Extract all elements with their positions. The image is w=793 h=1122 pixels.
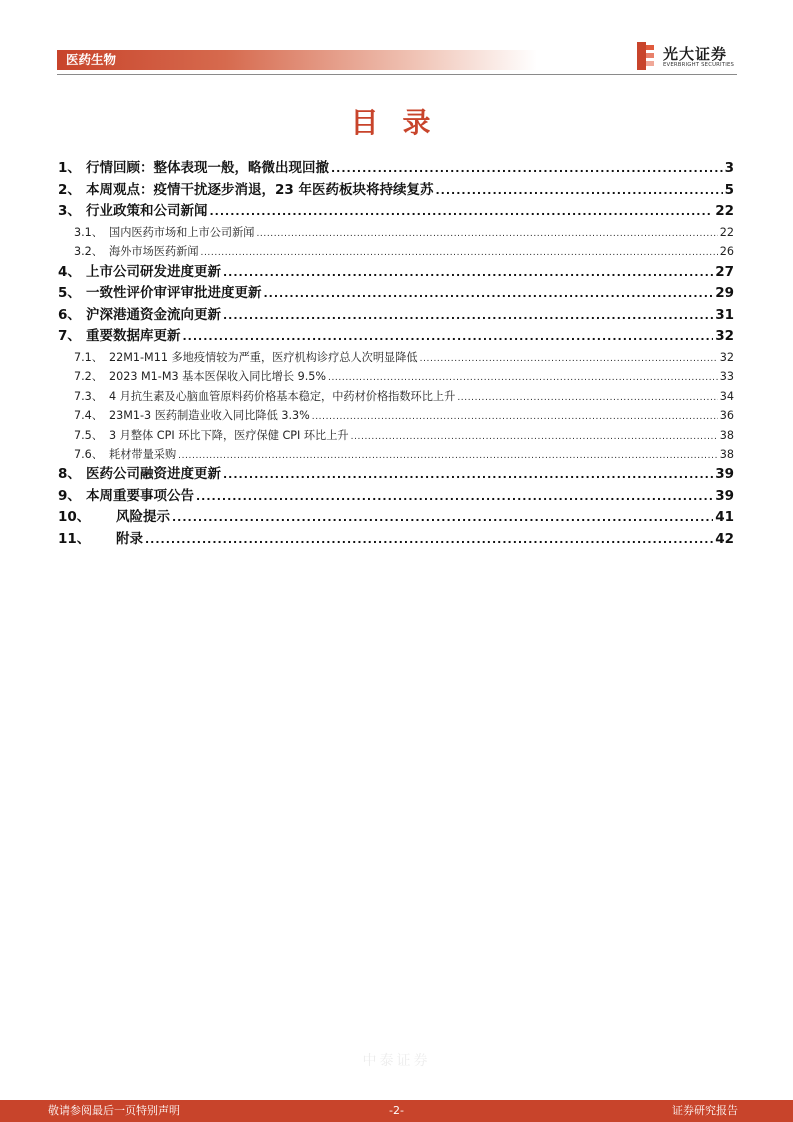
toc-entry-title[interactable]: 沪深港通资金流向更新 bbox=[86, 306, 221, 323]
footer-report-type: 证券研究报告 bbox=[672, 1104, 738, 1117]
toc-entry-title[interactable]: 23M1-3 医药制造业收入同比降低 3.3% bbox=[109, 409, 310, 423]
toc-entry[interactable] bbox=[58, 180, 734, 202]
toc-entry-page[interactable]: 42 bbox=[715, 531, 734, 548]
toc-entry-number: 7.2、 bbox=[74, 370, 103, 384]
toc-entry-title[interactable]: 海外市场医药新闻 bbox=[109, 245, 199, 259]
logo-name-en: EVERBRIGHT SECURITIES bbox=[663, 62, 735, 68]
toc-entry-title[interactable]: 一致性评价审评审批进度更新 bbox=[86, 285, 262, 302]
toc-entry-title[interactable]: 上市公司研发进度更新 bbox=[86, 263, 221, 280]
toc-entry[interactable] bbox=[58, 387, 734, 406]
toc-entry[interactable] bbox=[58, 464, 734, 486]
toc-dot-leader bbox=[196, 486, 713, 508]
toc-entry-number: 6、 bbox=[58, 306, 81, 323]
toc-dot-leader bbox=[223, 305, 713, 327]
toc-entry-title[interactable]: 本周观点：疫情干扰逐步消退，23 年医药板块将持续复苏 bbox=[86, 181, 434, 198]
toc-entry-number: 7.3、 bbox=[74, 389, 103, 403]
toc-entry-number: 3.2、 bbox=[74, 245, 103, 259]
toc-entry[interactable] bbox=[58, 426, 734, 445]
toc-entry-number: 1、 bbox=[58, 160, 81, 176]
watermark: 中泰证券 bbox=[362, 1053, 431, 1069]
toc-entry-title[interactable]: 耗材带量采购 bbox=[109, 447, 177, 461]
toc-entry-number: 7.6、 bbox=[74, 447, 103, 461]
toc-entry-page[interactable]: 33 bbox=[719, 370, 734, 384]
toc-dot-leader bbox=[172, 507, 713, 529]
toc-dot-leader bbox=[210, 201, 714, 223]
toc-entry[interactable] bbox=[58, 326, 734, 348]
everbright-logo-icon bbox=[635, 42, 657, 70]
toc-entry-number: 7.5、 bbox=[74, 428, 103, 442]
toc-entry-page[interactable]: 39 bbox=[715, 466, 734, 483]
toc-entry-page[interactable]: 27 bbox=[715, 263, 734, 280]
toc-entry-page[interactable]: 38 bbox=[719, 447, 734, 461]
toc-dot-leader bbox=[145, 529, 713, 551]
toc-entry-title[interactable]: 医药公司融资进度更新 bbox=[86, 466, 221, 483]
toc-entry[interactable] bbox=[58, 486, 734, 508]
toc-dot-leader bbox=[264, 283, 714, 305]
toc-entry-title[interactable]: 国内医药市场和上市公司新闻 bbox=[109, 225, 255, 239]
toc-entry-title[interactable]: 行业政策和公司新闻 bbox=[86, 203, 208, 220]
toc-entry[interactable] bbox=[58, 158, 734, 180]
toc-entry-title[interactable]: 重要数据库更新 bbox=[86, 328, 181, 345]
toc-entry-page[interactable]: 41 bbox=[715, 509, 734, 526]
toc-entry-title[interactable]: 3 月整体 CPI 环比下降，医疗保健 CPI 环比上升 bbox=[109, 428, 349, 442]
toc-dot-leader bbox=[223, 262, 713, 284]
toc-entry[interactable] bbox=[58, 406, 734, 425]
table-of-contents bbox=[58, 158, 734, 551]
toc-dot-leader bbox=[436, 180, 723, 202]
toc-entry[interactable] bbox=[58, 507, 734, 529]
toc-entry-title[interactable]: 行情回顾：整体表现一般，略微出现回撤 bbox=[86, 160, 329, 176]
logo-name-cn: 光大证券 bbox=[663, 45, 728, 63]
toc-entry-page[interactable]: 31 bbox=[715, 306, 734, 323]
toc-entry-page[interactable]: 38 bbox=[719, 428, 734, 442]
toc-entry-number: 10、 bbox=[58, 509, 91, 526]
toc-entry-title[interactable]: 附录 bbox=[116, 531, 143, 548]
toc-entry-page[interactable]: 3 bbox=[724, 160, 734, 176]
toc-entry-page[interactable]: 32 bbox=[715, 328, 734, 345]
toc-dot-leader bbox=[223, 464, 713, 486]
toc-entry-page[interactable]: 26 bbox=[719, 245, 734, 259]
toc-entry[interactable] bbox=[58, 223, 734, 242]
toc-entry-number: 7.4、 bbox=[74, 409, 103, 423]
toc-entry-page[interactable]: 22 bbox=[719, 225, 734, 239]
toc-entry-title[interactable]: 本周重要事项公告 bbox=[86, 487, 194, 504]
toc-entry[interactable] bbox=[58, 305, 734, 327]
toc-entry[interactable] bbox=[58, 529, 734, 551]
toc-entry-number: 2、 bbox=[58, 181, 81, 198]
footer-page-number: -2- bbox=[389, 1104, 404, 1117]
toc-entry-page[interactable]: 34 bbox=[719, 389, 734, 403]
toc-entry-page[interactable]: 36 bbox=[719, 409, 734, 423]
toc-entry[interactable] bbox=[58, 242, 734, 261]
toc-entry[interactable] bbox=[58, 445, 734, 464]
toc-entry-page[interactable]: 22 bbox=[715, 203, 734, 220]
toc-entry[interactable] bbox=[58, 262, 734, 284]
toc-entry-page[interactable]: 29 bbox=[715, 285, 734, 302]
toc-dot-leader bbox=[331, 158, 723, 180]
toc-entry-number: 7.1、 bbox=[74, 350, 103, 364]
toc-entry-number: 3.1、 bbox=[74, 225, 103, 239]
toc-entry-title[interactable]: 22M1-M11 多地疫情较为严重，医疗机构诊疗总人次明显降低 bbox=[109, 350, 418, 364]
toc-entry-number: 7、 bbox=[58, 328, 81, 345]
toc-entry-number: 9、 bbox=[58, 487, 81, 504]
toc-entry-number: 3、 bbox=[58, 203, 81, 220]
toc-entry-page[interactable]: 32 bbox=[719, 350, 734, 364]
footer-disclaimer: 敬请参阅最后一页特别声明 bbox=[48, 1104, 180, 1117]
toc-entry-title[interactable]: 2023 M1-M3 基本医保收入同比增长 9.5% bbox=[109, 370, 327, 384]
header-sector-label: 医药生物 bbox=[66, 52, 117, 67]
toc-entry-number: 8、 bbox=[58, 466, 81, 483]
toc-entry[interactable] bbox=[58, 348, 734, 367]
toc-entry-page[interactable]: 39 bbox=[715, 487, 734, 504]
toc-entry-title[interactable]: 4 月抗生素及心脑血管原料药价格基本稳定，中药材价格指数环比上升 bbox=[109, 389, 456, 403]
company-logo bbox=[635, 42, 737, 72]
toc-entry[interactable] bbox=[58, 283, 734, 305]
toc-entry[interactable] bbox=[58, 367, 734, 386]
toc-entry-number: 5、 bbox=[58, 285, 81, 302]
toc-dot-leader bbox=[183, 326, 714, 348]
toc-entry-title[interactable]: 风险提示 bbox=[116, 509, 170, 526]
toc-entry-page[interactable]: 5 bbox=[724, 181, 734, 198]
toc-entry-number: 11、 bbox=[58, 531, 91, 548]
header-divider bbox=[57, 74, 737, 75]
toc-entry[interactable] bbox=[58, 201, 734, 223]
page-title: 目录 bbox=[350, 106, 455, 139]
toc-entry-number: 4、 bbox=[58, 263, 81, 280]
header-band bbox=[57, 50, 537, 70]
